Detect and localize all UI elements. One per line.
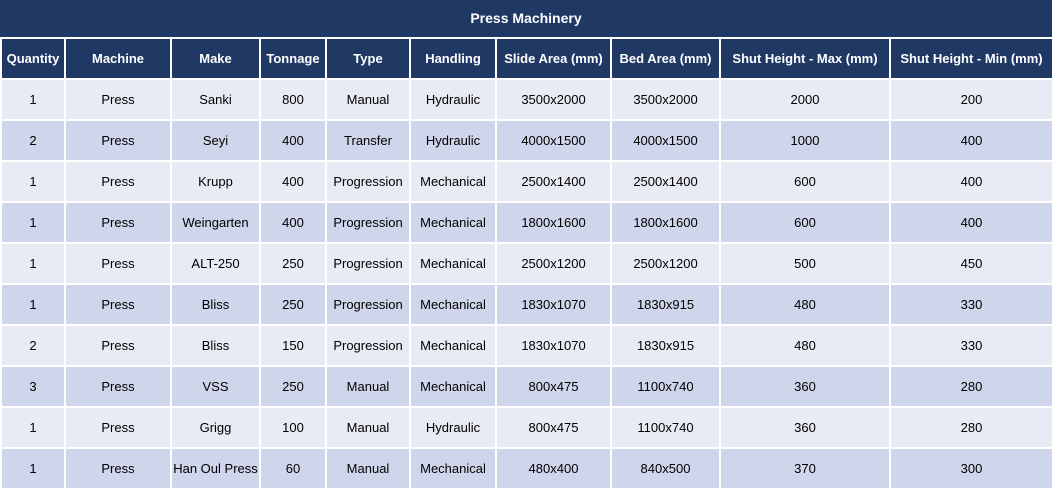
cell-shut-height-max[interactable]: 360	[720, 366, 890, 407]
cell-machine[interactable]: Press	[65, 161, 171, 202]
cell-make[interactable]: Bliss	[171, 284, 260, 325]
cell-bed-area[interactable]: 1100x740	[611, 366, 720, 407]
cell-handling[interactable]: Mechanical	[410, 325, 496, 366]
cell-type[interactable]: Manual	[326, 79, 410, 120]
cell-bed-area[interactable]: 2500x1400	[611, 161, 720, 202]
cell-slide-area[interactable]: 4000x1500	[496, 120, 611, 161]
cell-handling[interactable]: Mechanical	[410, 161, 496, 202]
cell-shut-height-min[interactable]: 300	[890, 448, 1052, 489]
cell-make[interactable]: VSS	[171, 366, 260, 407]
cell-make[interactable]: Seyi	[171, 120, 260, 161]
table-row	[1, 202, 1052, 243]
cell-quantity[interactable]: 2	[1, 325, 65, 366]
cell-shut-height-max[interactable]: 370	[720, 448, 890, 489]
cell-tonnage[interactable]: 400	[260, 202, 326, 243]
cell-slide-area[interactable]: 1830x1070	[496, 325, 611, 366]
cell-make[interactable]: ALT-250	[171, 243, 260, 284]
cell-handling[interactable]: Mechanical	[410, 366, 496, 407]
cell-quantity[interactable]: 2	[1, 120, 65, 161]
column-header-shut-height-min[interactable]: Shut Height - Min (mm)	[890, 38, 1052, 79]
cell-slide-area[interactable]: 480x400	[496, 448, 611, 489]
cell-tonnage[interactable]: 60	[260, 448, 326, 489]
cell-bed-area[interactable]: 1830x915	[611, 284, 720, 325]
cell-shut-height-min[interactable]: 450	[890, 243, 1052, 284]
cell-shut-height-min[interactable]: 400	[890, 120, 1052, 161]
cell-tonnage[interactable]: 100	[260, 407, 326, 448]
cell-slide-area[interactable]: 800x475	[496, 407, 611, 448]
cell-shut-height-max[interactable]: 500	[720, 243, 890, 284]
cell-handling[interactable]: Mechanical	[410, 243, 496, 284]
cell-machine[interactable]: Press	[65, 120, 171, 161]
cell-type[interactable]: Transfer	[326, 120, 410, 161]
cell-slide-area[interactable]: 2500x1200	[496, 243, 611, 284]
cell-shut-height-max[interactable]: 360	[720, 407, 890, 448]
table-row	[1, 407, 1052, 448]
cell-bed-area[interactable]: 2500x1200	[611, 243, 720, 284]
cell-tonnage[interactable]: 250	[260, 284, 326, 325]
cell-handling[interactable]: Mechanical	[410, 202, 496, 243]
cell-type[interactable]: Progression	[326, 161, 410, 202]
cell-handling[interactable]: Mechanical	[410, 284, 496, 325]
cell-tonnage[interactable]: 250	[260, 366, 326, 407]
cell-slide-area[interactable]: 3500x2000	[496, 79, 611, 120]
column-header-shut-height-max[interactable]: Shut Height - Max (mm)	[720, 38, 890, 79]
cell-bed-area[interactable]: 3500x2000	[611, 79, 720, 120]
cell-shut-height-min[interactable]: 280	[890, 407, 1052, 448]
cell-make[interactable]: Bliss	[171, 325, 260, 366]
cell-type[interactable]: Progression	[326, 243, 410, 284]
column-header-tonnage[interactable]: Tonnage	[260, 38, 326, 79]
column-header-bed-area[interactable]: Bed Area (mm)	[611, 38, 720, 79]
cell-slide-area[interactable]: 2500x1400	[496, 161, 611, 202]
cell-make[interactable]: Han Oul Press	[171, 448, 260, 489]
table-row	[1, 120, 1052, 161]
cell-shut-height-max[interactable]: 480	[720, 284, 890, 325]
cell-shut-height-max[interactable]: 600	[720, 161, 890, 202]
cell-machine[interactable]: Press	[65, 448, 171, 489]
cell-shut-height-min[interactable]: 200	[890, 79, 1052, 120]
cell-type[interactable]: Manual	[326, 448, 410, 489]
cell-shut-height-min[interactable]: 400	[890, 202, 1052, 243]
cell-make[interactable]: Grigg	[171, 407, 260, 448]
cell-shut-height-min[interactable]: 400	[890, 161, 1052, 202]
cell-quantity[interactable]: 1	[1, 407, 65, 448]
cell-make[interactable]: Weingarten	[171, 202, 260, 243]
cell-make[interactable]: Sanki	[171, 79, 260, 120]
cell-type[interactable]: Progression	[326, 284, 410, 325]
cell-quantity[interactable]: 1	[1, 202, 65, 243]
table-row	[1, 366, 1052, 407]
cell-handling[interactable]: Mechanical	[410, 448, 496, 489]
cell-type[interactable]: Manual	[326, 407, 410, 448]
cell-shut-height-max[interactable]: 480	[720, 325, 890, 366]
cell-quantity[interactable]: 1	[1, 448, 65, 489]
cell-handling[interactable]: Hydraulic	[410, 79, 496, 120]
cell-handling[interactable]: Hydraulic	[410, 120, 496, 161]
column-header-handling[interactable]: Handling	[410, 38, 496, 79]
cell-quantity[interactable]: 1	[1, 161, 65, 202]
cell-slide-area[interactable]: 800x475	[496, 366, 611, 407]
column-header-type[interactable]: Type	[326, 38, 410, 79]
cell-bed-area[interactable]: 1830x915	[611, 325, 720, 366]
header-row	[1, 38, 1052, 79]
cell-type[interactable]: Progression	[326, 325, 410, 366]
column-header-quantity[interactable]: Quantity	[1, 38, 65, 79]
cell-bed-area[interactable]: 1800x1600	[611, 202, 720, 243]
cell-bed-area[interactable]: 840x500	[611, 448, 720, 489]
cell-type[interactable]: Manual	[326, 366, 410, 407]
cell-tonnage[interactable]: 250	[260, 243, 326, 284]
cell-quantity[interactable]: 1	[1, 284, 65, 325]
cell-handling[interactable]: Hydraulic	[410, 407, 496, 448]
column-header-machine[interactable]: Machine	[65, 38, 171, 79]
cell-quantity[interactable]: 1	[1, 243, 65, 284]
cell-slide-area[interactable]: 1830x1070	[496, 284, 611, 325]
cell-slide-area[interactable]: 1800x1600	[496, 202, 611, 243]
cell-machine[interactable]: Press	[65, 202, 171, 243]
cell-machine[interactable]: Press	[65, 79, 171, 120]
cell-tonnage[interactable]: 400	[260, 120, 326, 161]
table-title: Press Machinery	[0, 0, 1052, 37]
table-row	[1, 243, 1052, 284]
cell-machine[interactable]: Press	[65, 407, 171, 448]
cell-tonnage[interactable]: 400	[260, 161, 326, 202]
cell-machine[interactable]: Press	[65, 284, 171, 325]
cell-shut-height-max[interactable]: 1000	[720, 120, 890, 161]
table-row	[1, 79, 1052, 120]
cell-type[interactable]: Progression	[326, 202, 410, 243]
table-row	[1, 325, 1052, 366]
column-header-slide-area[interactable]: Slide Area (mm)	[496, 38, 611, 79]
cell-shut-height-min[interactable]: 280	[890, 366, 1052, 407]
press-machinery-table	[0, 37, 1052, 490]
cell-shut-height-min[interactable]: 330	[890, 284, 1052, 325]
table-row	[1, 284, 1052, 325]
cell-tonnage[interactable]: 800	[260, 79, 326, 120]
table-body	[1, 79, 1052, 489]
cell-shut-height-max[interactable]: 2000	[720, 79, 890, 120]
cell-machine[interactable]: Press	[65, 366, 171, 407]
cell-bed-area[interactable]: 4000x1500	[611, 120, 720, 161]
cell-tonnage[interactable]: 150	[260, 325, 326, 366]
table-row	[1, 448, 1052, 489]
cell-machine[interactable]: Press	[65, 325, 171, 366]
cell-bed-area[interactable]: 1100x740	[611, 407, 720, 448]
table-row	[1, 161, 1052, 202]
cell-shut-height-max[interactable]: 600	[720, 202, 890, 243]
cell-quantity[interactable]: 3	[1, 366, 65, 407]
column-header-make[interactable]: Make	[171, 38, 260, 79]
cell-machine[interactable]: Press	[65, 243, 171, 284]
cell-make[interactable]: Krupp	[171, 161, 260, 202]
cell-quantity[interactable]: 1	[1, 79, 65, 120]
cell-shut-height-min[interactable]: 330	[890, 325, 1052, 366]
